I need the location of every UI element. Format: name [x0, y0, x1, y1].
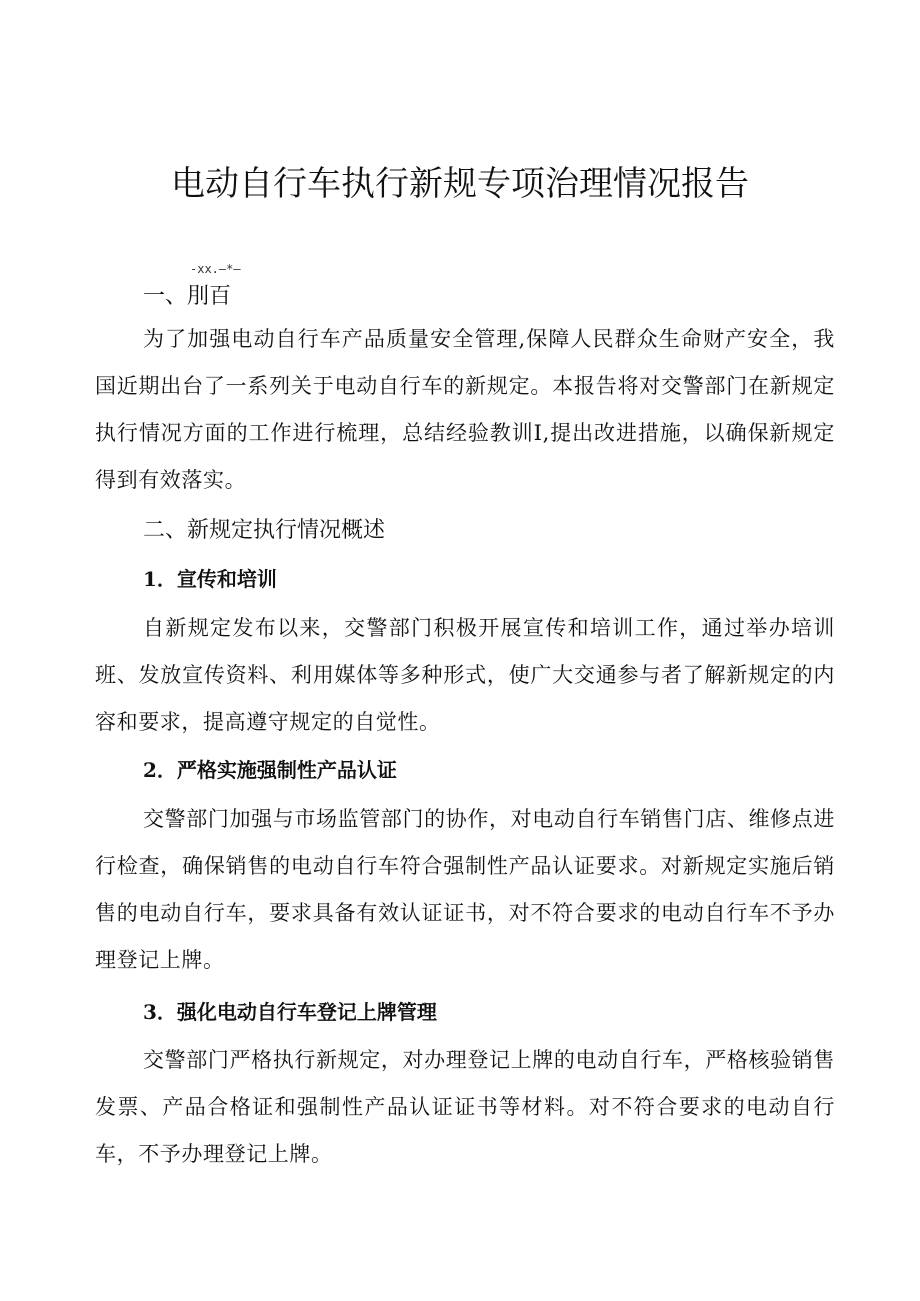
section-heading-introduction: 一、刖百 — [143, 284, 232, 309]
subsection-heading-publicity: 1．宣传和培训 — [143, 567, 277, 591]
section-heading-overview: 二、新规定执行情况概述 — [143, 518, 386, 543]
subsection-heading-registration: 3．强化电动自行车登记上牌管理 — [143, 1000, 437, 1024]
paragraph-registration: 交警部门严格执行新规定，对办理登记上牌的电动自行车，严格核验销售发票、产品合格证和强制性产品认证证书等材料。对不符合要求的电动自行车，不予办理登记上牌。 — [95, 1048, 835, 1166]
paragraph-introduction: 为了加强电动自行车产品质量安全管理,保障人民群众生命财产安全，我国近期出台了一系列关于电动自行车的新规定。本报告将对交警部门在新规定执行情况方面的工作进行梳理，总结经验教训I,提出改进措施，以确保新规定得到有效落实。 — [95, 327, 835, 492]
document-marker: -xx.—*— — [190, 262, 241, 276]
paragraph-publicity: 自新规定发布以来，交警部门积极开展宣传和培训工作，通过举办培训班、发放宣传资料、利用媒体等多种形式，使广大交通参与者了解新规定的内容和要求，提高遵守规定的自觉性。 — [95, 616, 835, 734]
document-title: 电动自行车执行新规专项治理情况报告 — [171, 164, 749, 204]
subsection-heading-certification: 2．严格实施强制性产品认证 — [143, 758, 397, 782]
paragraph-certification: 交警部门加强与市场监管部门的协作，对电动自行车销售门店、维修点进行检查，确保销售的电动自行车符合强制性产品认证要求。对新规定实施后销售的电动自行车，要求具备有效认证证书，对不符合要求的电动自行车不予办理登记上牌。 — [95, 807, 835, 972]
